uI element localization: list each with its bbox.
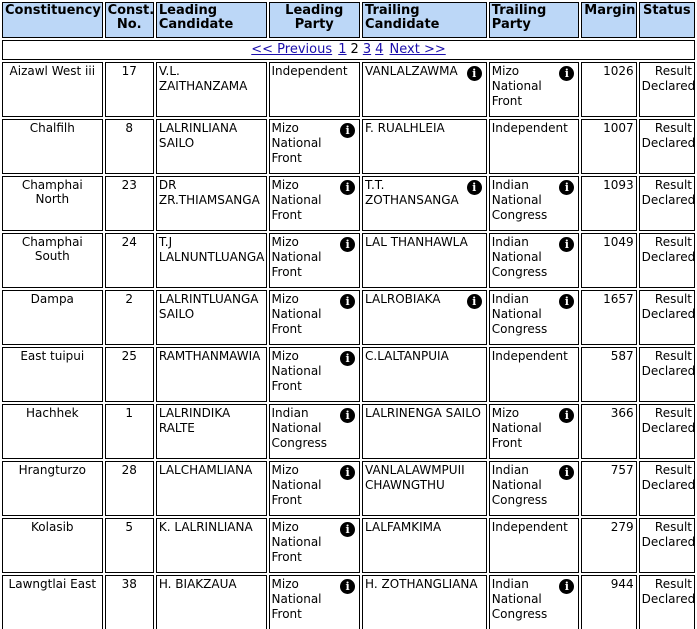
col-header-leading-party[interactable]: Leading Party [269,2,361,38]
const-no-cell: 8 [105,119,154,174]
leading-party-label: Mizo National Front [271,349,322,393]
leading-party-cell [269,119,361,174]
trailing-party-cell [489,62,580,117]
leading-candidate-cell: LALCHAMLIANA [156,461,267,516]
margin-cell: 1093 [581,176,636,231]
info-icon[interactable]: i [340,579,355,594]
info-icon[interactable]: i [559,66,574,81]
info-icon[interactable]: i [340,123,355,138]
margin-cell: 587 [581,347,636,402]
trailing-party-label: Indian National Congress [491,292,548,336]
constituency-cell: Hrangturzo [2,461,103,516]
leading-candidate-cell: T.J LALNUNTLUANGA [156,233,267,288]
trailing-candidate-label: LAL THANHAWLA [365,235,468,249]
info-icon[interactable]: i [467,66,482,81]
col-header-trailing-party[interactable]: Trailing Party [489,2,580,38]
leading-candidate-cell: DR ZR.THIAMSANGA [156,176,267,231]
col-header-trailing-candidate[interactable]: Trailing Candidate [362,2,487,38]
constituency-cell: Chalfilh [2,119,103,174]
status-cell: Result Declared [639,62,695,117]
info-icon[interactable]: i [467,294,482,309]
info-icon[interactable]: i [340,465,355,480]
constituency-cell: Hachhek [2,404,103,459]
constituency-cell: Champhai North [2,176,103,231]
trailing-candidate-label: LALRINENGA SAILO [365,406,481,420]
margin-cell: 366 [581,404,636,459]
const-no-cell: 28 [105,461,154,516]
trailing-candidate-label: H. ZOTHANGLIANA [365,577,478,591]
trailing-party-cell [489,575,580,629]
leading-party-label: Mizo National Front [271,292,322,336]
info-icon[interactable]: i [559,294,574,309]
info-icon[interactable]: i [340,180,355,195]
leading-candidate-cell: RAMTHANMAWIA [156,347,267,402]
col-header-const-no[interactable]: Const. No. [105,2,154,38]
leading-candidate-cell: H. BIAKZAUA [156,575,267,629]
info-icon[interactable]: i [467,180,482,195]
info-icon[interactable]: i [340,522,355,537]
info-icon[interactable]: i [340,237,355,252]
trailing-party-label: Indian National Congress [491,235,548,279]
const-no-cell: 1 [105,404,154,459]
trailing-party-label: Independent [491,520,568,534]
leading-party-cell [269,290,361,345]
trailing-candidate-cell [362,119,487,174]
leading-candidate-cell: V.L. ZAITHANZAMA [156,62,267,117]
col-header-margin[interactable]: Margin [581,2,636,38]
leading-party-cell [269,404,361,459]
trailing-party-label: Mizo National Front [491,64,542,108]
margin-cell: 1657 [581,290,636,345]
trailing-party-cell [489,404,580,459]
const-no-cell: 38 [105,575,154,629]
trailing-candidate-label: C.LALTANPUIA [365,349,449,363]
status-cell: Result Declared [639,461,695,516]
trailing-party-label: Indian National Congress [491,577,548,621]
leading-party-cell [269,461,361,516]
trailing-candidate-label: T.T. ZOTHANSANGA [365,178,459,207]
margin-cell: 279 [581,518,636,573]
col-header-status[interactable]: Status [639,2,695,38]
trailing-candidate-cell [362,518,487,573]
leading-candidate-cell: LALRINLIANA SAILO [156,119,267,174]
leading-party-cell [269,575,361,629]
trailing-party-label: Independent [491,121,568,135]
trailing-party-label: Indian National Congress [491,178,548,222]
previous-page-link[interactable]: << Previous [251,42,333,57]
info-icon[interactable]: i [340,351,355,366]
pager-row [2,40,695,60]
constituency-cell: Aizawl West iii [2,62,103,117]
trailing-candidate-label: VANLALZAWMA [365,64,458,78]
const-no-cell: 24 [105,233,154,288]
leading-party-cell [269,176,361,231]
trailing-party-cell [489,176,580,231]
info-icon[interactable]: i [559,237,574,252]
col-header-leading-candidate[interactable]: Leading Candidate [156,2,267,38]
trailing-candidate-cell [362,575,487,629]
leading-candidate-cell: K. LALRINLIANA [156,518,267,573]
trailing-party-label: Independent [491,349,568,363]
trailing-candidate-label: LALFAMKIMA [365,520,442,534]
leading-party-label: Mizo National Front [271,121,322,165]
pagination [2,40,695,60]
leading-candidate-cell: LALRINDIKA RALTE [156,404,267,459]
info-icon[interactable]: i [340,294,355,309]
page-link-1[interactable]: 1 [338,42,347,57]
info-icon[interactable]: i [340,408,355,423]
trailing-candidate-cell [362,404,487,459]
trailing-candidate-cell [362,233,487,288]
constituency-cell: East tuipui [2,347,103,402]
table-row [2,518,695,573]
current-page: 2 [350,42,359,57]
trailing-party-cell [489,461,580,516]
next-page-link[interactable]: Next >> [389,42,446,57]
trailing-candidate-cell [362,290,487,345]
margin-cell: 757 [581,461,636,516]
const-no-cell: 25 [105,347,154,402]
table-row [2,119,695,174]
trailing-candidate-label: F. RUALHLEIA [365,121,445,135]
margin-cell: 1007 [581,119,636,174]
constituency-cell: Kolasib [2,518,103,573]
leading-party-label: Independent [271,64,348,78]
leading-candidate-cell: LALRINTLUANGA SAILO [156,290,267,345]
status-cell: Result Declared [639,233,695,288]
margin-cell: 944 [581,575,636,629]
table-row [2,233,695,288]
constituency-cell: Lawngtlai East [2,575,103,629]
leading-party-label: Mizo National Front [271,577,322,621]
status-cell: Result Declared [639,518,695,573]
page-link-3[interactable]: 3 [362,42,372,57]
leading-party-cell [269,62,361,117]
const-no-cell: 5 [105,518,154,573]
trailing-party-cell [489,119,580,174]
info-icon[interactable]: i [559,579,574,594]
const-no-cell: 2 [105,290,154,345]
leading-party-label: Indian National Congress [271,406,327,450]
trailing-party-cell [489,233,580,288]
status-cell: Result Declared [639,347,695,402]
trailing-candidate-label: VANLALAWMPUII CHAWNGTHU [365,463,465,492]
status-cell: Result Declared [639,176,695,231]
leading-party-cell [269,347,361,402]
col-header-constituency[interactable]: Constituency [2,2,103,38]
trailing-candidate-cell [362,461,487,516]
table-row [2,176,695,231]
table-row [2,461,695,516]
trailing-party-label: Indian National Congress [491,463,548,507]
table-row [2,347,695,402]
header-row [2,2,695,38]
margin-cell: 1049 [581,233,636,288]
trailing-candidate-cell [362,347,487,402]
trailing-candidate-cell [362,176,487,231]
const-no-cell: 17 [105,62,154,117]
trailing-party-label: Mizo National Front [491,406,542,450]
trailing-party-cell [489,518,580,573]
info-icon[interactable]: i [559,408,574,423]
info-icon[interactable]: i [559,465,574,480]
leading-party-label: Mizo National Front [271,520,322,564]
page-link-4[interactable]: 4 [375,42,384,57]
leading-party-label: Mizo National Front [271,463,322,507]
leading-party-label: Mizo National Front [271,178,322,222]
trailing-party-cell [489,290,580,345]
status-cell: Result Declared [639,575,695,629]
trailing-party-cell [489,347,580,402]
table-row [2,404,695,459]
constituency-cell: Dampa [2,290,103,345]
info-icon[interactable]: i [559,180,574,195]
leading-party-cell [269,233,361,288]
status-cell: Result Declared [639,290,695,345]
const-no-cell: 23 [105,176,154,231]
status-cell: Result Declared [639,404,695,459]
table-row [2,62,695,117]
trailing-candidate-cell [362,62,487,117]
margin-cell: 1026 [581,62,636,117]
table-row [2,575,695,629]
table-row [2,290,695,345]
leading-party-cell [269,518,361,573]
constituency-cell: Champhai South [2,233,103,288]
status-cell: Result Declared [639,119,695,174]
leading-party-label: Mizo National Front [271,235,322,279]
trailing-candidate-label: LALROBIAKA [365,292,441,306]
